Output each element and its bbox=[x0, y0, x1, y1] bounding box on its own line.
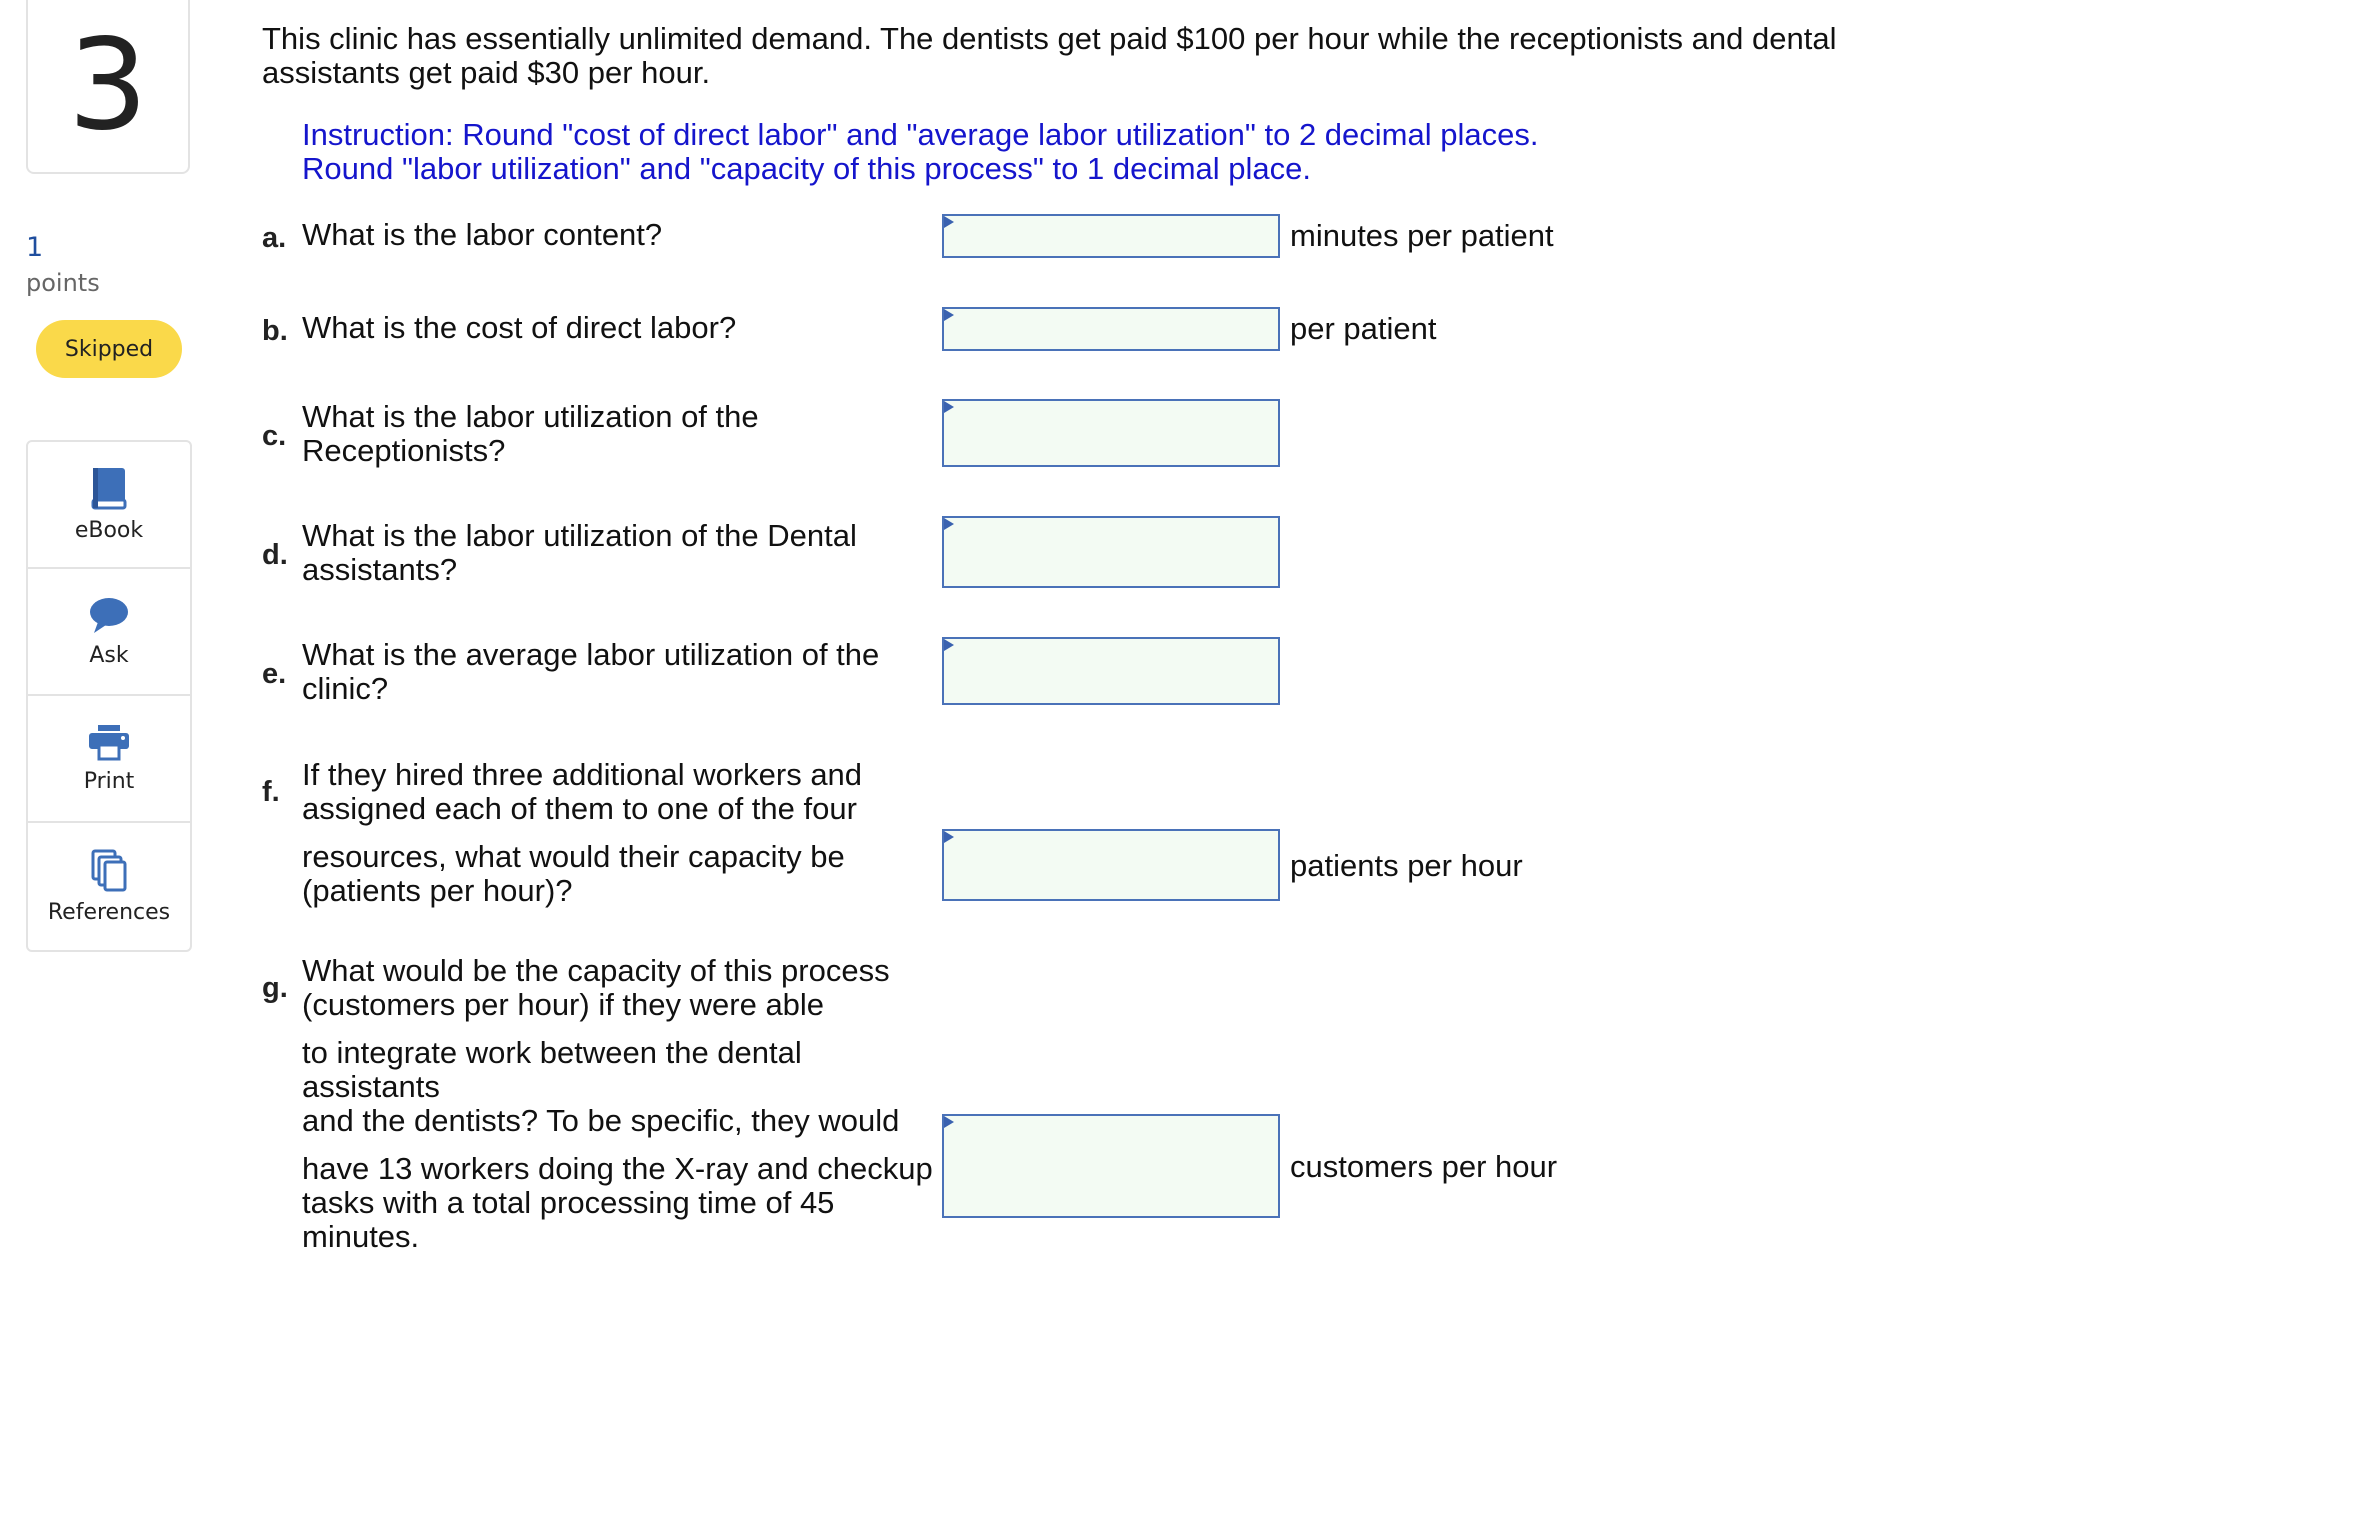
points-value: 1 bbox=[26, 232, 44, 263]
part-text bbox=[302, 758, 942, 908]
part-letter: g. bbox=[262, 972, 288, 1004]
references-label: References bbox=[47, 900, 171, 925]
part-text bbox=[302, 218, 942, 252]
ask-button[interactable] bbox=[28, 569, 190, 696]
printer-icon bbox=[87, 723, 131, 761]
part-text bbox=[302, 311, 942, 345]
part-text-line: have 13 workers doing the X-ray and checkup bbox=[302, 1151, 933, 1186]
problem-line-2: assistants get paid $30 per hour. bbox=[262, 55, 711, 90]
part-text bbox=[302, 400, 942, 468]
answer-input-g[interactable] bbox=[942, 1114, 1280, 1218]
unit-label-a: minutes per patient bbox=[1290, 218, 1554, 253]
answer-field-f[interactable] bbox=[944, 831, 1282, 901]
tool-panel bbox=[26, 440, 192, 952]
answer-field-a[interactable] bbox=[944, 216, 1282, 258]
part-text-line: What would be the capacity of this process bbox=[302, 953, 890, 988]
unit-label-g: customers per hour bbox=[1290, 1149, 1558, 1184]
part-text-line: What is the labor utilization of the bbox=[302, 399, 759, 434]
part-text-line: minutes. bbox=[302, 1219, 420, 1254]
ebook-button[interactable] bbox=[28, 442, 190, 569]
answer-input-f[interactable] bbox=[942, 829, 1280, 901]
question-number-box bbox=[26, 0, 190, 174]
part-letter: d. bbox=[262, 539, 288, 571]
part-text-line: tasks with a total processing time of 45 bbox=[302, 1185, 835, 1220]
part-letter: a. bbox=[262, 222, 287, 254]
part-text-line: clinic? bbox=[302, 671, 389, 706]
answer-field-c[interactable] bbox=[944, 401, 1282, 467]
instruction-line-2: Round "labor utilization" and "capacity of this process" to 1 decimal place. bbox=[302, 151, 1311, 186]
part-text-line: to integrate work between the dental assistants bbox=[302, 1035, 802, 1104]
part-text bbox=[302, 954, 942, 1254]
status-badge: Skipped bbox=[36, 320, 182, 378]
unit-label-b: per patient bbox=[1290, 311, 1437, 346]
answer-field-b[interactable] bbox=[944, 309, 1282, 351]
ask-label: Ask bbox=[89, 643, 129, 668]
problem-statement bbox=[262, 22, 1902, 90]
documents-icon bbox=[90, 848, 128, 892]
part-text-line: (patients per hour)? bbox=[302, 873, 573, 908]
part-text-line: and the dentists? To be specific, they would bbox=[302, 1103, 900, 1138]
book-icon bbox=[89, 466, 129, 510]
print-button[interactable] bbox=[28, 696, 190, 823]
answer-field-d[interactable] bbox=[944, 518, 1282, 588]
instruction-line-1: Instruction: Round "cost of direct labor" and "average labor utilization" to 2 decimal places. bbox=[302, 117, 1539, 152]
part-text-line: What is the average labor utilization of the bbox=[302, 637, 880, 672]
part-letter: f. bbox=[262, 776, 280, 808]
part-text-line: resources, what would their capacity be bbox=[302, 839, 845, 874]
part-text-line: If they hired three additional workers and bbox=[302, 757, 863, 792]
part-text-line: What is the labor utilization of the Dental bbox=[302, 518, 857, 553]
part-letter: e. bbox=[262, 658, 287, 690]
chat-bubble-icon bbox=[88, 595, 130, 635]
question-number: 3 bbox=[67, 11, 149, 158]
part-text bbox=[302, 519, 942, 587]
part-letter: c. bbox=[262, 420, 287, 452]
part-text-line: assigned each of them to one of the four bbox=[302, 791, 857, 826]
part-letter: b. bbox=[262, 315, 288, 347]
answer-input-d[interactable] bbox=[942, 516, 1280, 588]
ebook-label: eBook bbox=[74, 518, 144, 543]
part-text-line: What is the labor content? bbox=[302, 217, 663, 252]
points-label: points bbox=[26, 269, 100, 297]
part-text-line: (customers per hour) if they were able bbox=[302, 987, 825, 1022]
problem-line-1: This clinic has essentially unlimited demand. The dentists get paid $100 per hour while the receptionists and dental bbox=[262, 21, 1837, 56]
answer-input-e[interactable] bbox=[942, 637, 1280, 705]
answer-field-e[interactable] bbox=[944, 639, 1282, 705]
rounding-instruction bbox=[302, 118, 1902, 186]
print-label: Print bbox=[83, 769, 135, 794]
answer-input-b[interactable] bbox=[942, 307, 1280, 351]
part-text-line: What is the cost of direct labor? bbox=[302, 310, 737, 345]
unit-label-f: patients per hour bbox=[1290, 848, 1523, 883]
part-text-line: assistants? bbox=[302, 552, 458, 587]
references-button[interactable] bbox=[28, 823, 190, 950]
part-text-line: Receptionists? bbox=[302, 433, 506, 468]
answer-field-g[interactable] bbox=[944, 1116, 1282, 1218]
answer-input-c[interactable] bbox=[942, 399, 1280, 467]
part-text bbox=[302, 638, 942, 706]
answer-input-a[interactable] bbox=[942, 214, 1280, 258]
